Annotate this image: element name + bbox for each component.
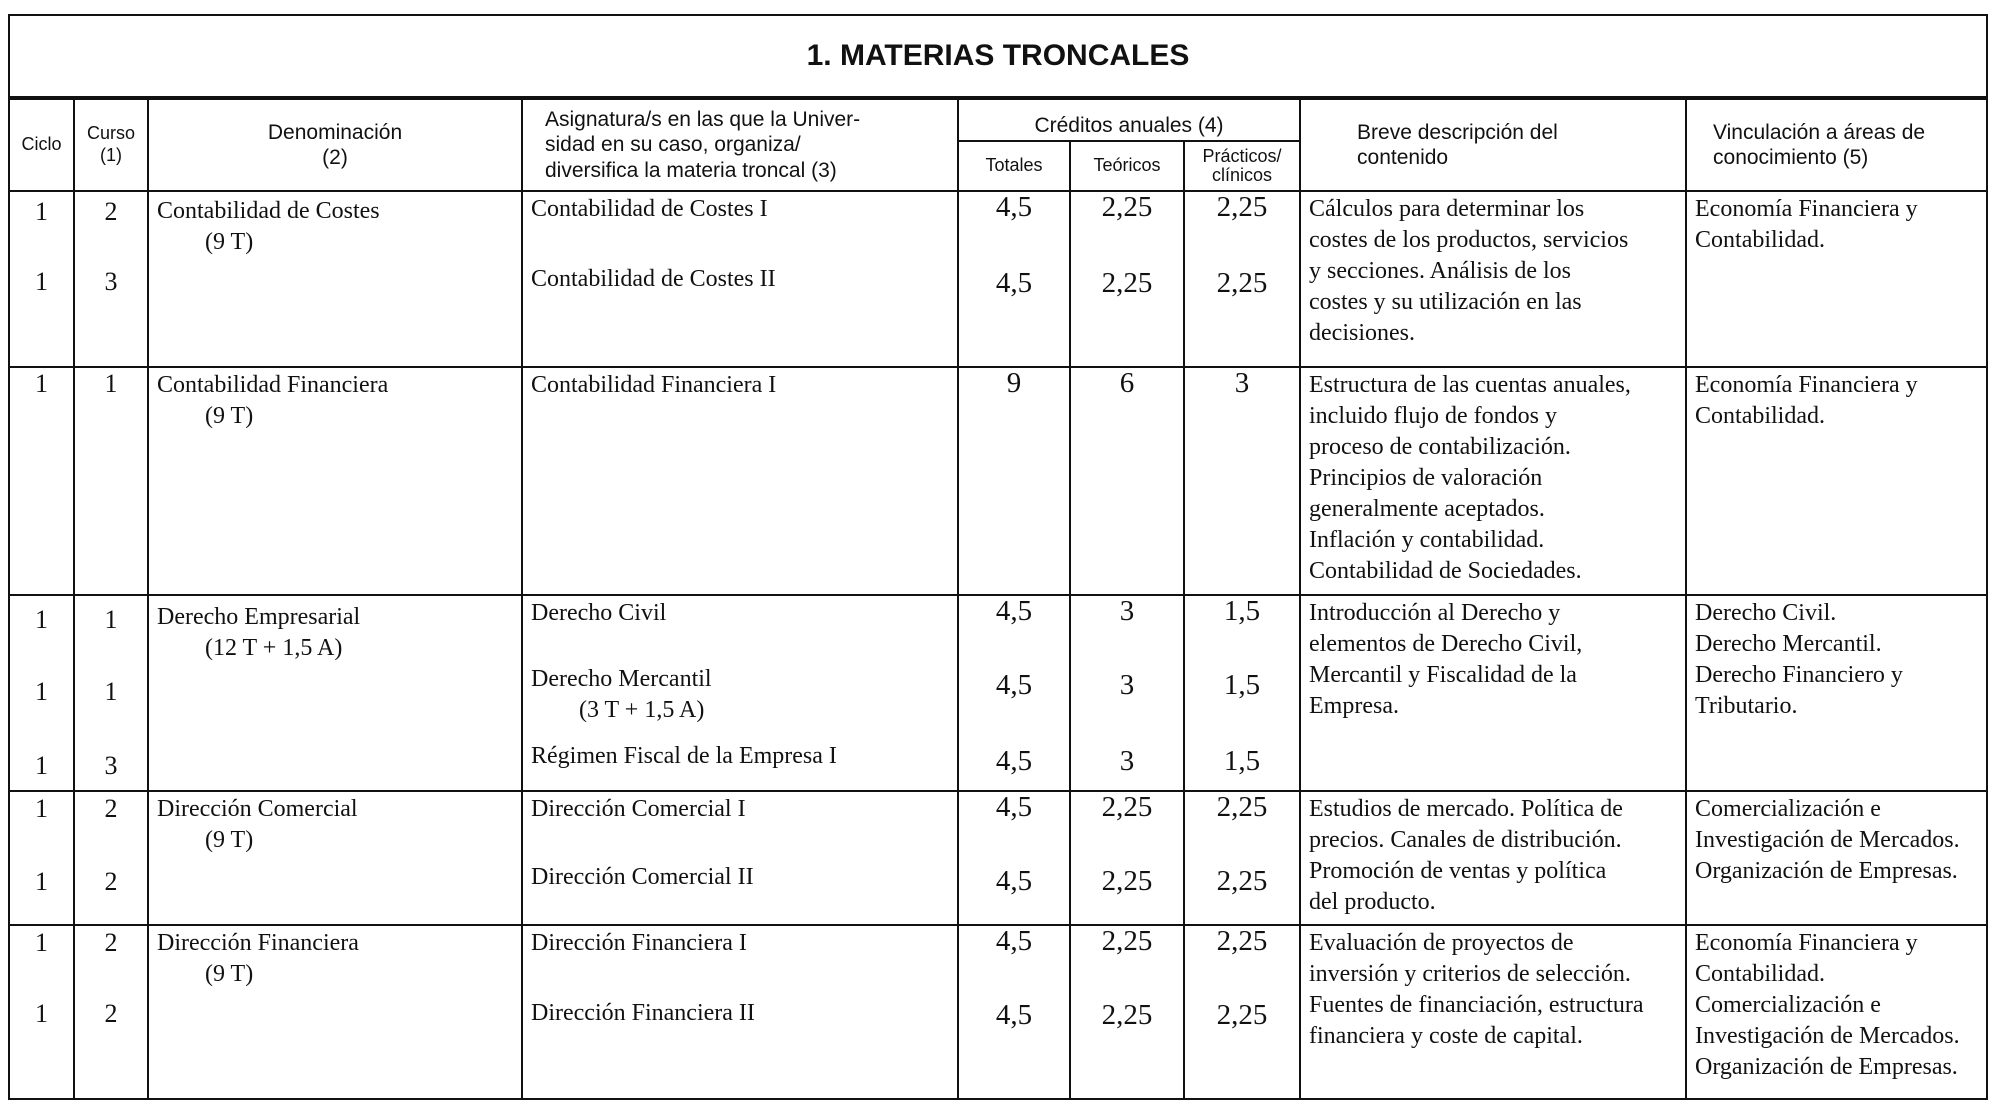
practicos-cell bbox=[1184, 191, 1300, 367]
totales-value: 4,5 bbox=[995, 669, 1033, 701]
ciclo-value: 1 bbox=[35, 267, 48, 296]
vinculacion-line: Organización de Empresas. bbox=[1695, 858, 1958, 884]
denominacion-cell bbox=[148, 925, 522, 1099]
table-row bbox=[10, 925, 1986, 1099]
practicos-value: 2,25 bbox=[1216, 865, 1268, 897]
teoricos-cell bbox=[1070, 191, 1184, 367]
totales-value: 4,5 bbox=[995, 595, 1033, 627]
header-vinculacion bbox=[1686, 99, 1986, 191]
curso-value: 2 bbox=[104, 794, 118, 823]
descripcion-line: elementos de Derecho Civil, bbox=[1309, 631, 1583, 657]
header-totales: Totales bbox=[958, 141, 1070, 191]
descripcion-line: Empresa. bbox=[1309, 693, 1399, 719]
asignatura-text: Dirección Financiera II bbox=[531, 1000, 755, 1026]
header-creditos: Créditos anuales (4) bbox=[958, 99, 1300, 141]
curso-value: 3 bbox=[104, 267, 118, 296]
descripcion-line: generalmente aceptados. bbox=[1309, 496, 1545, 522]
header-curso-note: (1) bbox=[100, 145, 122, 165]
curso-value: 1 bbox=[104, 369, 118, 398]
totales-value: 4,5 bbox=[995, 191, 1033, 223]
asignatura-cell bbox=[522, 191, 958, 367]
asignatura-note: (3 T + 1,5 A) bbox=[579, 697, 705, 723]
asignatura-text: Contabilidad de Costes I bbox=[531, 196, 768, 222]
table-row bbox=[10, 791, 1986, 925]
practicos-value: 3 bbox=[1234, 367, 1250, 399]
ciclo-cell bbox=[10, 595, 74, 791]
descripcion-line: Evaluación de proyectos de bbox=[1309, 930, 1574, 956]
teoricos-cell bbox=[1070, 367, 1184, 595]
header-descripcion bbox=[1300, 99, 1686, 191]
practicos-value: 1,5 bbox=[1223, 669, 1261, 701]
descripcion-line: incluido flujo de fondos y bbox=[1309, 403, 1557, 429]
header-asignatura-line: Asignatura/s en las que la Univer- bbox=[545, 108, 861, 132]
vinculacion-line: Derecho Financiero y bbox=[1695, 662, 1903, 688]
ciclo-cell bbox=[10, 791, 74, 925]
teoricos-value: 2,25 bbox=[1101, 791, 1153, 823]
curso-value: 2 bbox=[104, 867, 118, 896]
practicos-value: 2,25 bbox=[1216, 925, 1268, 957]
ciclo-cell bbox=[10, 367, 74, 595]
descripcion-line: Contabilidad de Sociedades. bbox=[1309, 558, 1582, 584]
ciclo-value: 1 bbox=[35, 751, 48, 780]
teoricos-value: 6 bbox=[1119, 367, 1135, 399]
teoricos-value: 2,25 bbox=[1101, 191, 1153, 223]
header-denominacion-note: (2) bbox=[322, 146, 348, 169]
practicos-value: 1,5 bbox=[1223, 745, 1261, 777]
denominacion-text: Dirección Comercial bbox=[157, 796, 358, 822]
descripcion-line: costes y su utilización en las bbox=[1309, 289, 1582, 315]
asignatura-text: Contabilidad Financiera I bbox=[531, 372, 777, 398]
descripcion-line: proceso de contabilización. bbox=[1309, 434, 1571, 460]
curso-cell bbox=[74, 367, 148, 595]
curso-value: 2 bbox=[104, 197, 118, 226]
descripcion-line: Cálculos para determinar los bbox=[1309, 196, 1585, 222]
denominacion-text: Contabilidad Financiera bbox=[157, 372, 389, 398]
descripcion-line: costes de los productos, servicios bbox=[1309, 227, 1629, 253]
teoricos-cell bbox=[1070, 925, 1184, 1099]
header-vinculacion-line: conocimiento (5) bbox=[1713, 146, 1869, 169]
header-practicos-line: clínicos bbox=[1211, 165, 1273, 185]
ciclo-value: 1 bbox=[35, 197, 48, 226]
ciclo-value: 1 bbox=[35, 677, 48, 706]
totales-cell bbox=[958, 191, 1070, 367]
vinculacion-line: Comercialización e bbox=[1695, 992, 1881, 1018]
teoricos-cell bbox=[1070, 595, 1184, 791]
curso-cell bbox=[74, 595, 148, 791]
asignatura-text: Régimen Fiscal de la Empresa I bbox=[531, 743, 837, 769]
denominacion-text: Derecho Empresarial bbox=[157, 604, 361, 630]
header-practicos-line: Prácticos/ bbox=[1202, 146, 1282, 167]
practicos-value: 1,5 bbox=[1223, 595, 1261, 627]
asignatura-text: Dirección Comercial II bbox=[531, 864, 754, 890]
denominacion-credits: (9 T) bbox=[205, 961, 254, 987]
header-asignatura-line: diversifica la materia troncal (3) bbox=[545, 158, 837, 182]
asignatura-cell bbox=[522, 367, 958, 595]
page-title: 1. MATERIAS TRONCALES bbox=[10, 16, 1986, 98]
descripcion-line: Estudios de mercado. Política de bbox=[1309, 796, 1623, 822]
vinculacion-line: Derecho Mercantil. bbox=[1695, 631, 1882, 657]
denominacion-credits: (12 T + 1,5 A) bbox=[205, 635, 343, 661]
curso-value: 1 bbox=[104, 605, 118, 634]
denominacion-cell bbox=[148, 367, 522, 595]
vinculacion-cell bbox=[1686, 595, 1986, 791]
vinculacion-cell bbox=[1686, 925, 1986, 1099]
denominacion-cell bbox=[148, 791, 522, 925]
descripcion-line: financiera y coste de capital. bbox=[1309, 1023, 1583, 1049]
vinculacion-cell bbox=[1686, 367, 1986, 595]
ciclo-value: 1 bbox=[35, 605, 48, 634]
vinculacion-line: Investigación de Mercados. bbox=[1695, 827, 1960, 853]
asignatura-text: Derecho Civil bbox=[531, 600, 667, 626]
teoricos-cell bbox=[1070, 791, 1184, 925]
vinculacion-cell bbox=[1686, 791, 1986, 925]
vinculacion-line: Contabilidad. bbox=[1695, 961, 1825, 987]
header-practicos bbox=[1184, 141, 1300, 191]
practicos-cell bbox=[1184, 925, 1300, 1099]
teoricos-value: 2,25 bbox=[1101, 925, 1153, 957]
vinculacion-line: Investigación de Mercados. bbox=[1695, 1023, 1960, 1049]
denominacion-text: Contabilidad de Costes bbox=[157, 198, 380, 224]
descripcion-cell bbox=[1300, 595, 1686, 791]
totales-cell bbox=[958, 791, 1070, 925]
curso-cell bbox=[74, 791, 148, 925]
header-denominacion bbox=[148, 99, 522, 191]
descripcion-line: precios. Canales de distribución. bbox=[1309, 827, 1622, 853]
totales-value: 4,5 bbox=[995, 745, 1033, 777]
table-row bbox=[10, 191, 1986, 367]
descripcion-line: Introducción al Derecho y bbox=[1309, 600, 1561, 626]
teoricos-value: 2,25 bbox=[1101, 267, 1153, 299]
vinculacion-line: Contabilidad. bbox=[1695, 227, 1825, 253]
denominacion-credits: (9 T) bbox=[205, 403, 254, 429]
descripcion-line: Promoción de ventas y política bbox=[1309, 858, 1607, 884]
materias-table bbox=[10, 98, 1986, 1100]
vinculacion-line: Comercialización e bbox=[1695, 796, 1881, 822]
practicos-value: 2,25 bbox=[1216, 191, 1268, 223]
descripcion-line: Fuentes de financiación, estructura bbox=[1309, 992, 1644, 1018]
vinculacion-line: Economía Financiera y bbox=[1695, 196, 1918, 222]
vinculacion-line: Tributario. bbox=[1695, 693, 1798, 719]
practicos-value: 2,25 bbox=[1216, 267, 1268, 299]
vinculacion-line: Organización de Empresas. bbox=[1695, 1054, 1958, 1080]
teoricos-value: 2,25 bbox=[1101, 999, 1153, 1031]
descripcion-line: inversión y criterios de selección. bbox=[1309, 961, 1631, 987]
ciclo-value: 1 bbox=[35, 369, 48, 398]
totales-value: 9 bbox=[1006, 367, 1022, 399]
totales-cell bbox=[958, 595, 1070, 791]
practicos-cell bbox=[1184, 791, 1300, 925]
practicos-cell bbox=[1184, 367, 1300, 595]
denominacion-cell bbox=[148, 595, 522, 791]
descripcion-line: y secciones. Análisis de los bbox=[1309, 258, 1571, 284]
ciclo-value: 1 bbox=[35, 794, 48, 823]
practicos-cell bbox=[1184, 595, 1300, 791]
totales-value: 4,5 bbox=[995, 925, 1033, 957]
ciclo-cell bbox=[10, 925, 74, 1099]
descripcion-line: decisiones. bbox=[1309, 320, 1415, 346]
curso-value: 2 bbox=[104, 928, 118, 957]
totales-value: 4,5 bbox=[995, 865, 1033, 897]
totales-cell bbox=[958, 925, 1070, 1099]
descripcion-line: del producto. bbox=[1309, 889, 1436, 915]
asignatura-text: Dirección Financiera I bbox=[531, 930, 747, 956]
header-asignatura-line: sidad en su caso, organiza/ bbox=[545, 133, 801, 157]
asignatura-text: Derecho Mercantil bbox=[531, 666, 712, 692]
teoricos-value: 3 bbox=[1119, 669, 1135, 701]
teoricos-value: 3 bbox=[1119, 595, 1135, 627]
asignatura-cell bbox=[522, 595, 958, 791]
curso-value: 1 bbox=[104, 677, 118, 706]
table-row bbox=[10, 367, 1986, 595]
totales-value: 4,5 bbox=[995, 791, 1033, 823]
header-curso-label: Curso bbox=[86, 123, 135, 144]
curso-cell bbox=[74, 191, 148, 367]
header-ciclo: Ciclo bbox=[10, 99, 74, 191]
header-curso bbox=[74, 99, 148, 191]
header-vinculacion-line: Vinculación a áreas de bbox=[1713, 120, 1926, 144]
vinculacion-line: Derecho Civil. bbox=[1695, 600, 1837, 626]
descripcion-line: Principios de valoración bbox=[1309, 465, 1543, 491]
ciclo-value: 1 bbox=[35, 999, 48, 1028]
teoricos-value: 2,25 bbox=[1101, 865, 1153, 897]
document-page bbox=[8, 14, 1988, 1100]
header-descripcion-line: contenido bbox=[1357, 146, 1449, 169]
descripcion-cell bbox=[1300, 925, 1686, 1099]
practicos-value: 2,25 bbox=[1216, 999, 1268, 1031]
descripcion-cell bbox=[1300, 367, 1686, 595]
practicos-value: 2,25 bbox=[1216, 791, 1268, 823]
header-asignatura bbox=[522, 99, 958, 191]
asignatura-cell bbox=[522, 925, 958, 1099]
curso-cell bbox=[74, 925, 148, 1099]
descripcion-line: Mercantil y Fiscalidad de la bbox=[1309, 662, 1577, 688]
descripcion-line: Inflación y contabilidad. bbox=[1309, 527, 1545, 553]
denominacion-credits: (9 T) bbox=[205, 827, 254, 853]
totales-value: 4,5 bbox=[995, 999, 1033, 1031]
vinculacion-line: Contabilidad. bbox=[1695, 403, 1825, 429]
header-denominacion-label: Denominación bbox=[267, 120, 403, 144]
header-descripcion-line: Breve descripción del bbox=[1357, 120, 1558, 144]
teoricos-value: 3 bbox=[1119, 745, 1135, 777]
asignatura-text: Dirección Comercial I bbox=[531, 796, 746, 822]
ciclo-value: 1 bbox=[35, 928, 48, 957]
denominacion-cell bbox=[148, 191, 522, 367]
vinculacion-line: Economía Financiera y bbox=[1695, 372, 1918, 398]
ciclo-value: 1 bbox=[35, 867, 48, 896]
descripcion-cell bbox=[1300, 791, 1686, 925]
totales-cell bbox=[958, 367, 1070, 595]
asignatura-text: Contabilidad de Costes II bbox=[531, 266, 776, 292]
curso-value: 2 bbox=[104, 999, 118, 1028]
descripcion-line: Estructura de las cuentas anuales, bbox=[1309, 372, 1631, 398]
vinculacion-line: Economía Financiera y bbox=[1695, 930, 1918, 956]
totales-value: 4,5 bbox=[995, 267, 1033, 299]
vinculacion-cell bbox=[1686, 191, 1986, 367]
descripcion-cell bbox=[1300, 191, 1686, 367]
header-teoricos: Teóricos bbox=[1070, 141, 1184, 191]
curso-value: 3 bbox=[104, 751, 118, 780]
denominacion-text: Dirección Financiera bbox=[157, 930, 359, 956]
table-row bbox=[10, 595, 1986, 791]
denominacion-credits: (9 T) bbox=[205, 229, 254, 255]
asignatura-cell bbox=[522, 791, 958, 925]
ciclo-cell bbox=[10, 191, 74, 367]
